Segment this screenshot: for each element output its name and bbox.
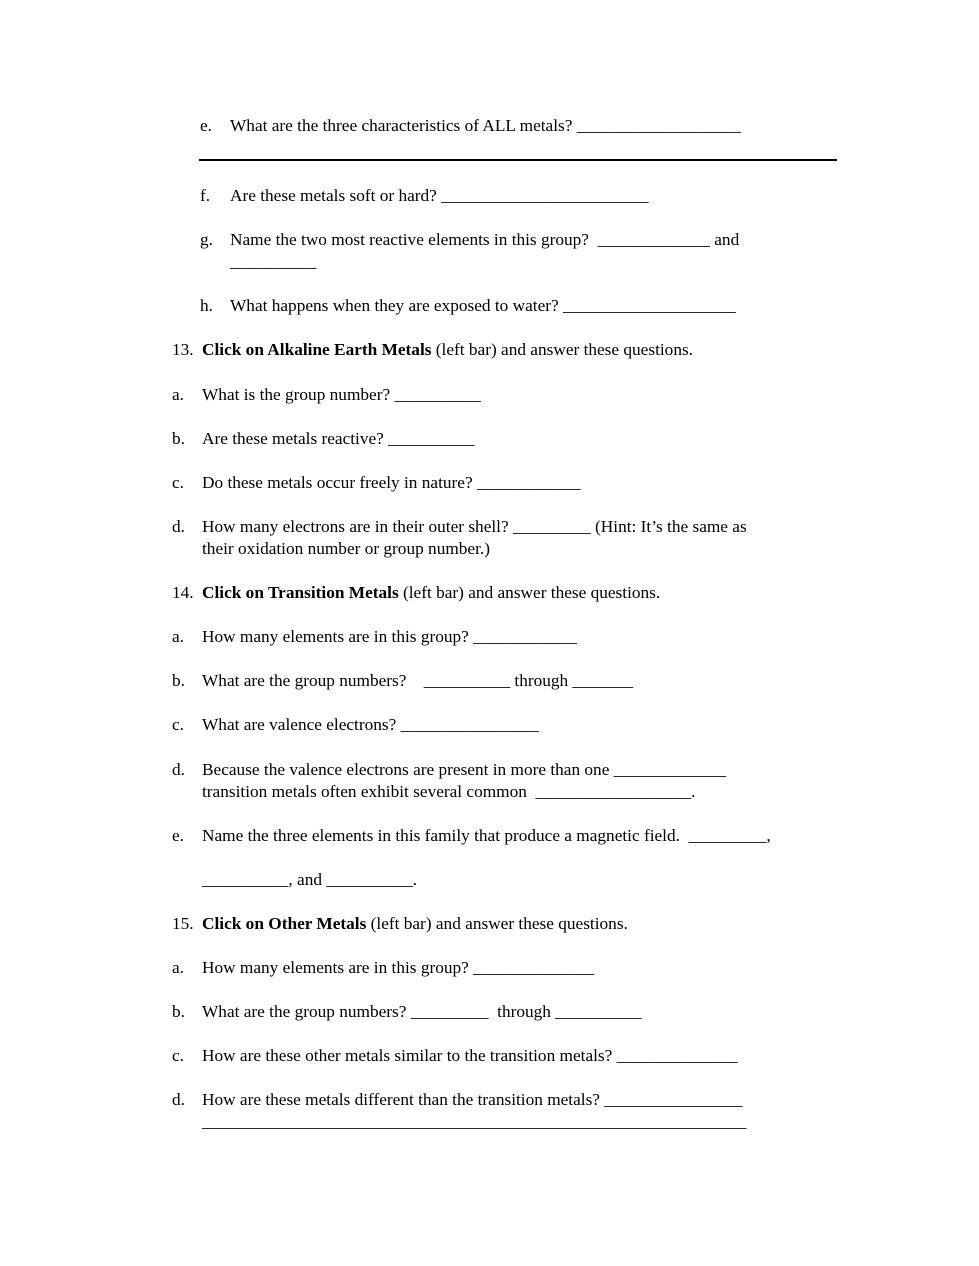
question-e-text: What are the three characteristics of ALL metals? ___________________ [230,116,741,135]
q15-c-marker: c. [172,1046,184,1065]
q14-a-marker: a. [172,627,184,646]
item-marker-f: f. [200,186,211,205]
q15-c-text: How are these other metals similar to the transition metals? ______________ [202,1046,738,1065]
question-13-bold: Click on Alkaline Earth Metals [202,340,432,359]
q14-e-line2: __________, and __________. [202,870,418,889]
question-15-bold: Click on Other Metals [202,914,367,933]
item-marker-g: g. [200,230,213,249]
q14-d-line1: Because the valence electrons are present in more than one _____________ [202,760,727,779]
q13-b-marker: b. [172,429,185,448]
q13-c-marker: c. [172,473,184,492]
question-14-number: 14. [172,583,194,602]
q14-a-text: How many elements are in this group? ____________ [202,627,577,646]
question-15-heading [202,913,628,935]
question-13-rest: (left bar) and answer these questions. [431,340,693,359]
question-g-line1: Name the two most reactive elements in this group? _____________ and [230,230,740,249]
q15-b-marker: b. [172,1002,185,1021]
q15-d-marker: d. [172,1090,185,1109]
q13-a-text: What is the group number? __________ [202,385,481,404]
q13-b-text: Are these metals reactive? __________ [202,429,475,448]
q14-d-line2: transition metals often exhibit several common __________________. [202,782,696,801]
q13-c-text: Do these metals occur freely in nature? ____________ [202,473,581,492]
question-f-text: Are these metals soft or hard? ________________________ [230,186,649,205]
question-15-number: 15. [172,914,194,933]
q15-a-text: How many elements are in this group? ______________ [202,958,595,977]
q13-d-marker: d. [172,517,185,536]
q14-e-marker: e. [172,826,184,845]
q15-d-line2: _______________________________________________________________ [202,1112,747,1131]
item-marker-e: e. [200,116,212,135]
q14-c-text: What are valence electrons? ________________ [202,715,539,734]
question-g-line2: __________ [230,252,317,271]
question-14-heading [202,582,660,604]
q15-b-text: What are the group numbers? _________ through __________ [202,1002,642,1021]
item-marker-h: h. [200,296,213,315]
q13-a-marker: a. [172,385,184,404]
q14-d-marker: d. [172,760,185,779]
answer-rule-line [199,159,837,161]
q14-b-marker: b. [172,671,185,690]
question-14-bold: Click on Transition Metals [202,583,399,602]
q14-c-marker: c. [172,715,184,734]
question-13-number: 13. [172,340,194,359]
question-15-rest: (left bar) and answer these questions. [366,914,628,933]
q15-a-marker: a. [172,958,184,977]
q14-e-line1: Name the three elements in this family that produce a magnetic field. _________, [202,826,771,845]
q15-d-line1: How are these metals different than the transition metals? ________________ [202,1090,743,1109]
q13-d-line2: their oxidation number or group number.) [202,539,490,558]
question-14-rest: (left bar) and answer these questions. [398,583,661,602]
question-h-text: What happens when they are exposed to water? ____________________ [230,296,736,315]
q13-d-line1: How many electrons are in their outer shell? _________ (Hint: It’s the same as [202,517,747,536]
question-13-heading [202,339,693,361]
q14-b-text: What are the group numbers? __________ through _______ [202,671,633,690]
